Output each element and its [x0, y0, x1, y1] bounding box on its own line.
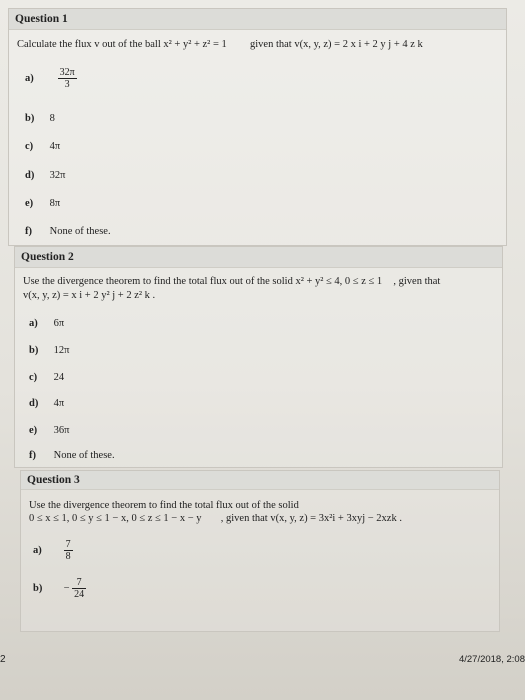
question-3-region: 0 ≤ x ≤ 1, 0 ≤ y ≤ 1 − x, 0 ≤ z ≤ 1 − x − y , given that v(x, y, z) = 3x²i + 3xyj − 2xzk .	[29, 513, 402, 524]
q1-option-f[interactable]: f) None of these.	[25, 226, 111, 237]
question-1-title: Question 1	[9, 9, 506, 30]
q2-option-c[interactable]: c) 24	[29, 372, 65, 383]
fraction: $\frac{7}{24}$	[74, 577, 85, 600]
q1-option-c[interactable]: c) 4π	[25, 141, 61, 152]
question-3-title: Question 3	[21, 471, 499, 490]
question-3-stem: Use the divergence theorem to find the total flux out of the solid	[29, 500, 299, 511]
q2-option-b[interactable]: b) 12π	[29, 345, 70, 356]
page-number: 2	[0, 654, 6, 665]
q2-option-d[interactable]: d) 4π	[29, 398, 65, 409]
q1-option-e[interactable]: e) 8π	[25, 198, 61, 209]
fraction: $\frac{7}{8}$	[65, 539, 71, 562]
print-timestamp: 4/27/2018, 2:08	[458, 654, 525, 665]
q2-option-e[interactable]: e) 36π	[29, 425, 70, 436]
question-1	[8, 8, 507, 246]
question-2-title: Question 2	[15, 247, 502, 268]
q3-option-b[interactable]: b) − $\frac{7}{24}$	[33, 577, 85, 600]
q1-option-b[interactable]: b) 8	[25, 113, 55, 124]
fraction: $\frac{32\pi}{3}$	[59, 67, 75, 90]
question-2	[14, 246, 503, 468]
question-1-stem: Calculate the flux v out of the ball x² + y² + z² = 1 given that v(x, y, z) = 2 x i + 2 y j + 4 z k	[17, 39, 423, 50]
q2-option-f[interactable]: f) None of these.	[29, 450, 115, 461]
question-3	[20, 470, 500, 632]
negative-sign: −	[63, 582, 70, 594]
q2-option-a[interactable]: a) 6π	[29, 318, 65, 329]
q1-option-a[interactable]: a) $\frac{32\pi}{3}$	[25, 67, 75, 90]
question-2-stem: Use the divergence theorem to find the total flux out of the solid x² + y² ≤ 4, 0 ≤ z ≤ 1 , given that	[23, 276, 441, 287]
q1-option-d[interactable]: d) 32π	[25, 170, 66, 181]
q3-option-a[interactable]: a) $\frac{7}{8}$	[33, 539, 71, 562]
question-2-field: v(x, y, z) = x i + 2 y² j + 2 z² k .	[23, 290, 156, 301]
